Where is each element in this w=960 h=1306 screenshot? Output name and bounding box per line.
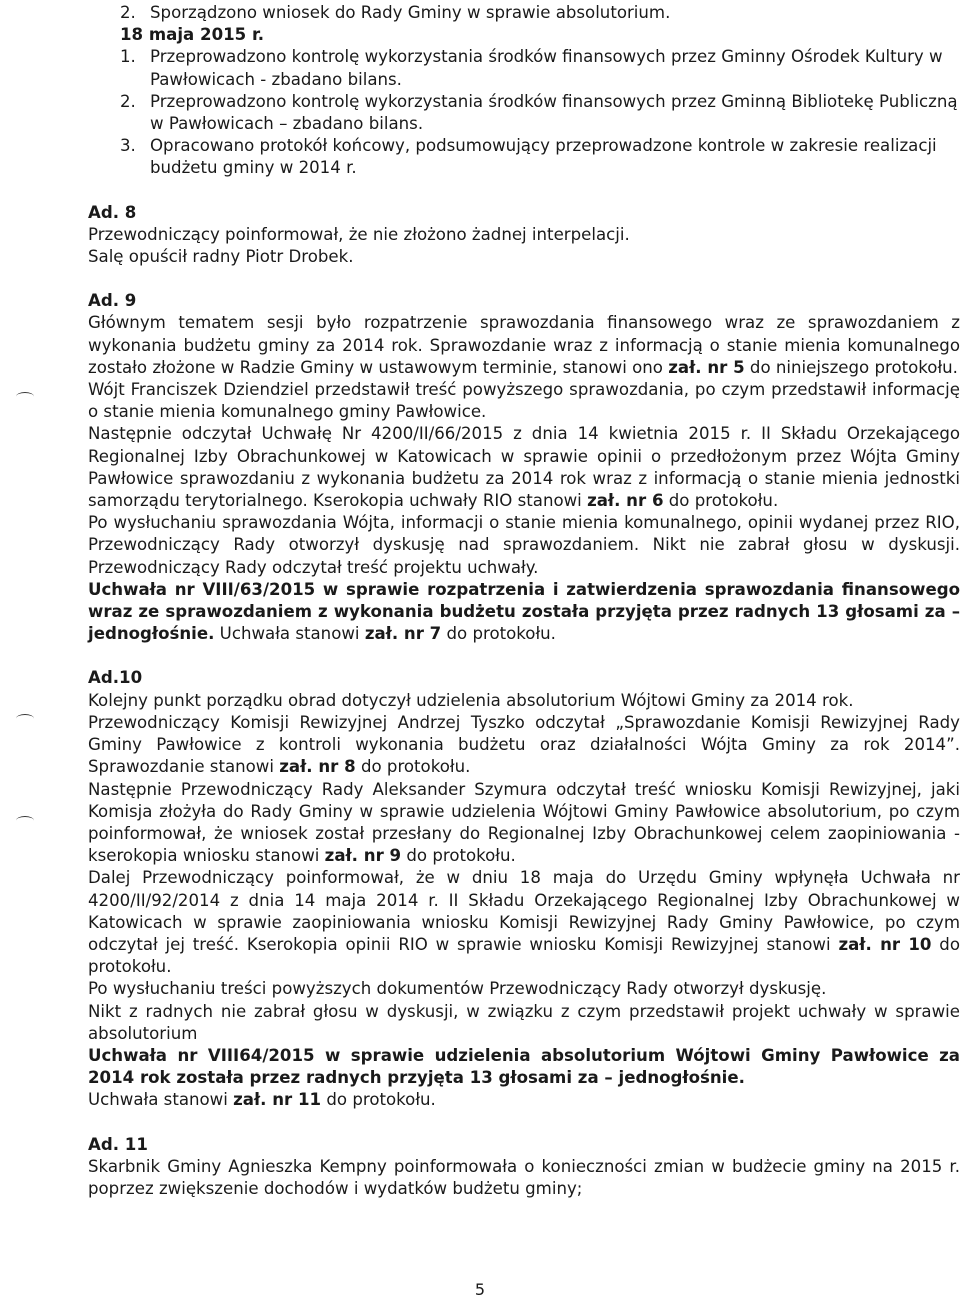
text-run: do protokołu. xyxy=(663,491,779,511)
list-text: Opracowano protokół końcowy, podsumowujący przeprowadzone kontrole w zakresie realizacji budżetu gminy w 2014 r. xyxy=(150,136,937,178)
resolution-statement: Uchwała nr VIII64/2015 w sprawie udzielenia absolutorium Wójtowi Gminy Pawłowice za 2014 rok została przez radnych przyjęta 13 głosami za – jednogłośnie. xyxy=(88,1045,960,1088)
attachment-reference: zał. nr 7 xyxy=(364,624,442,644)
list-item xyxy=(88,91,960,135)
intro-list-section xyxy=(88,2,960,180)
text-run: do protokołu. xyxy=(401,846,516,866)
text-run: Następnie Przewodniczący Rady Aleksander Szymura odczytał treść wniosku Komisji Rewizyjnej, jaki Komisja złożyła do Rady Gminy w sprawie udzielenia Wójtowi Gminy Pawłowice absolutorium, po czym poinformował, że wniosek został przesłany do Regionalnej Izby Obrachunkowej celem zaopiniowania - kserokopia wniosku stanowi xyxy=(88,779,960,866)
text-run: Uchwała stanowi xyxy=(214,624,365,644)
section-ad-11 xyxy=(88,1134,960,1201)
section-heading: Ad. 8 xyxy=(88,202,137,222)
margin-mark xyxy=(16,714,34,723)
paragraph xyxy=(88,1089,960,1111)
text-run: do protokołu. xyxy=(321,1090,436,1110)
paragraph: Salę opuścił radny Piotr Drobek. xyxy=(88,247,354,267)
list-number: 3. xyxy=(120,136,136,156)
attachment-reference: zał. nr 11 xyxy=(233,1090,322,1110)
attachment-reference: zał. nr 5 xyxy=(668,357,745,377)
text-run: do niniejszego protokołu. xyxy=(744,357,958,377)
attachment-reference: zał. nr 8 xyxy=(279,757,356,777)
paragraph: Nikt z radnych nie zabrał głosu w dyskusji, w związku z czym przedstawił projekt uchwały w sprawie absolutorium xyxy=(88,1001,960,1043)
section-ad-8 xyxy=(88,202,960,269)
margin-mark xyxy=(16,816,34,825)
text-run: Następnie odczytał Uchwałę Nr 4200/II/66/2015 z dnia 14 kwietnia 2015 r. II Składu Orzekającego Regionalnej Izby Obrachunkowej w Katowicach w sprawie opinii o przedłożonym przez Wójta Gminy Pawłowice sprawozdaniu z wykonania budżetu za 2014 rok wraz z informacją o stanie mienia jednostki samorządu terytorialnego. Kserokopia uchwały RIO stanowi xyxy=(88,424,960,511)
paragraph xyxy=(88,712,960,779)
list-number: 2. xyxy=(120,91,136,111)
paragraph xyxy=(88,779,960,868)
list-number: 2. xyxy=(120,3,136,22)
paragraph xyxy=(88,423,960,512)
text-run: Przewodniczący Komisji Rewizyjnej Andrzej Tyszko odczytał „Sprawozdanie Komisji Rewizyjnej Rady Gminy Pawłowice z kontroli wykonania budżetu oraz działalności Wójta Gminy za rok 2014”. Sprawozdanie stanowi xyxy=(88,712,960,777)
list-item xyxy=(88,135,960,179)
attachment-reference: zał. nr 6 xyxy=(587,491,664,511)
document-content xyxy=(88,2,960,1200)
paragraph xyxy=(88,312,960,379)
text-run: do protokołu. xyxy=(88,934,960,977)
list-item xyxy=(88,2,960,24)
paragraph: Kolejny punkt porządku obrad dotyczył udzielenia absolutorium Wójtowi Gminy za 2014 rok. xyxy=(88,690,854,710)
attachment-reference: zał. nr 9 xyxy=(324,846,402,866)
list-text: Przeprowadzono kontrolę wykorzystania środków finansowych przez Gminny Ośrodek Kultury w Pawłowicach - zbadano bilans. xyxy=(150,47,943,89)
section-heading: Ad. 9 xyxy=(88,291,137,311)
section-ad-9 xyxy=(88,290,960,645)
section-heading: Ad.10 xyxy=(88,668,143,688)
paragraph xyxy=(88,867,960,978)
page-number: 5 xyxy=(474,1280,486,1299)
text-run: do protokołu. xyxy=(441,624,556,644)
section-ad-10 xyxy=(88,667,960,1111)
paragraph: Skarbnik Gminy Agnieszka Kempny poinformowała o konieczności zmian w budżecie gminy na 2015 r. poprzez zwiększenie dochodów i wydatków budżetu gminy; xyxy=(88,1156,960,1198)
list-text: Przeprowadzono kontrolę wykorzystania środków finansowych przez Gminną Bibliotekę Publiczną w Pawłowicach – zbadano bilans. xyxy=(150,91,958,134)
text-run: do protokołu. xyxy=(355,757,471,777)
paragraph: Po wysłuchaniu sprawozdania Wójta, informacji o stanie mienia komunalnego, opinii wydanej przez RIO, Przewodniczący Rady otworzył dyskusję nad sprawozdaniem. Nikt nie zabrał głosu w dyskusji. Przewodniczący Rady odczytał treść projektu uchwały. xyxy=(88,513,960,577)
section-heading: Ad. 11 xyxy=(88,1134,148,1154)
text-run: Głównym tematem sesji było rozpatrzenie sprawozdania finansowego wraz ze sprawozdaniem z wykonania budżetu gminy za 2014 rok. Sprawozdanie wraz z informacją o stanie mienia komunalnego zostało złożone w Radzie Gminy w ustawowym terminie, stanowi ono xyxy=(88,313,960,377)
paragraph: Po wysłuchaniu treści powyższych dokumentów Przewodniczący Rady otworzył dyskusję. xyxy=(88,979,827,999)
paragraph xyxy=(88,579,960,646)
date-heading: 18 maja 2015 r. xyxy=(120,25,265,45)
paragraph: Przewodniczący poinformował, że nie złożono żadnej interpelacji. xyxy=(88,224,630,244)
text-run: Uchwała stanowi xyxy=(88,1090,234,1110)
list-number: 1. xyxy=(120,47,136,67)
margin-mark xyxy=(16,392,34,401)
paragraph: Wójt Franciszek Dziendziel przedstawił treść powyższego sprawozdania, po czym przedstawił informację o stanie mienia komunalnego gminy Pawłowice. xyxy=(88,380,960,422)
text-run: Dalej Przewodniczący poinformował, że w dniu 18 maja do Urzędu Gminy wpłynęła Uchwała nr 4200/II/92/2014 z dnia 14 maja 2014 r. II Składu Orzekającego Regionalnej Izby Obrachunkowej w Katowicach w sprawie zaopiniowania wniosku Komisji Rewizyjnej Rady Gminy Pawłowice, po czym odczytał jej treść. Kserokopia opinii RIO w sprawie wniosku Komisji Rewizyjnej stanowi xyxy=(88,868,960,954)
attachment-reference: zał. nr 10 xyxy=(838,934,932,954)
resolution-statement: Uchwała nr VIII/63/2015 w sprawie rozpatrzenia i zatwierdzenia sprawozdania finansowego wraz ze sprawozdaniem z wykonania budżetu została przyjęta przez radnych 13 głosami za – jednogłośnie. xyxy=(88,579,960,644)
list-text: Sporządzono wniosek do Rady Gminy w sprawie absolutorium. xyxy=(150,3,671,22)
list-item xyxy=(88,46,960,90)
